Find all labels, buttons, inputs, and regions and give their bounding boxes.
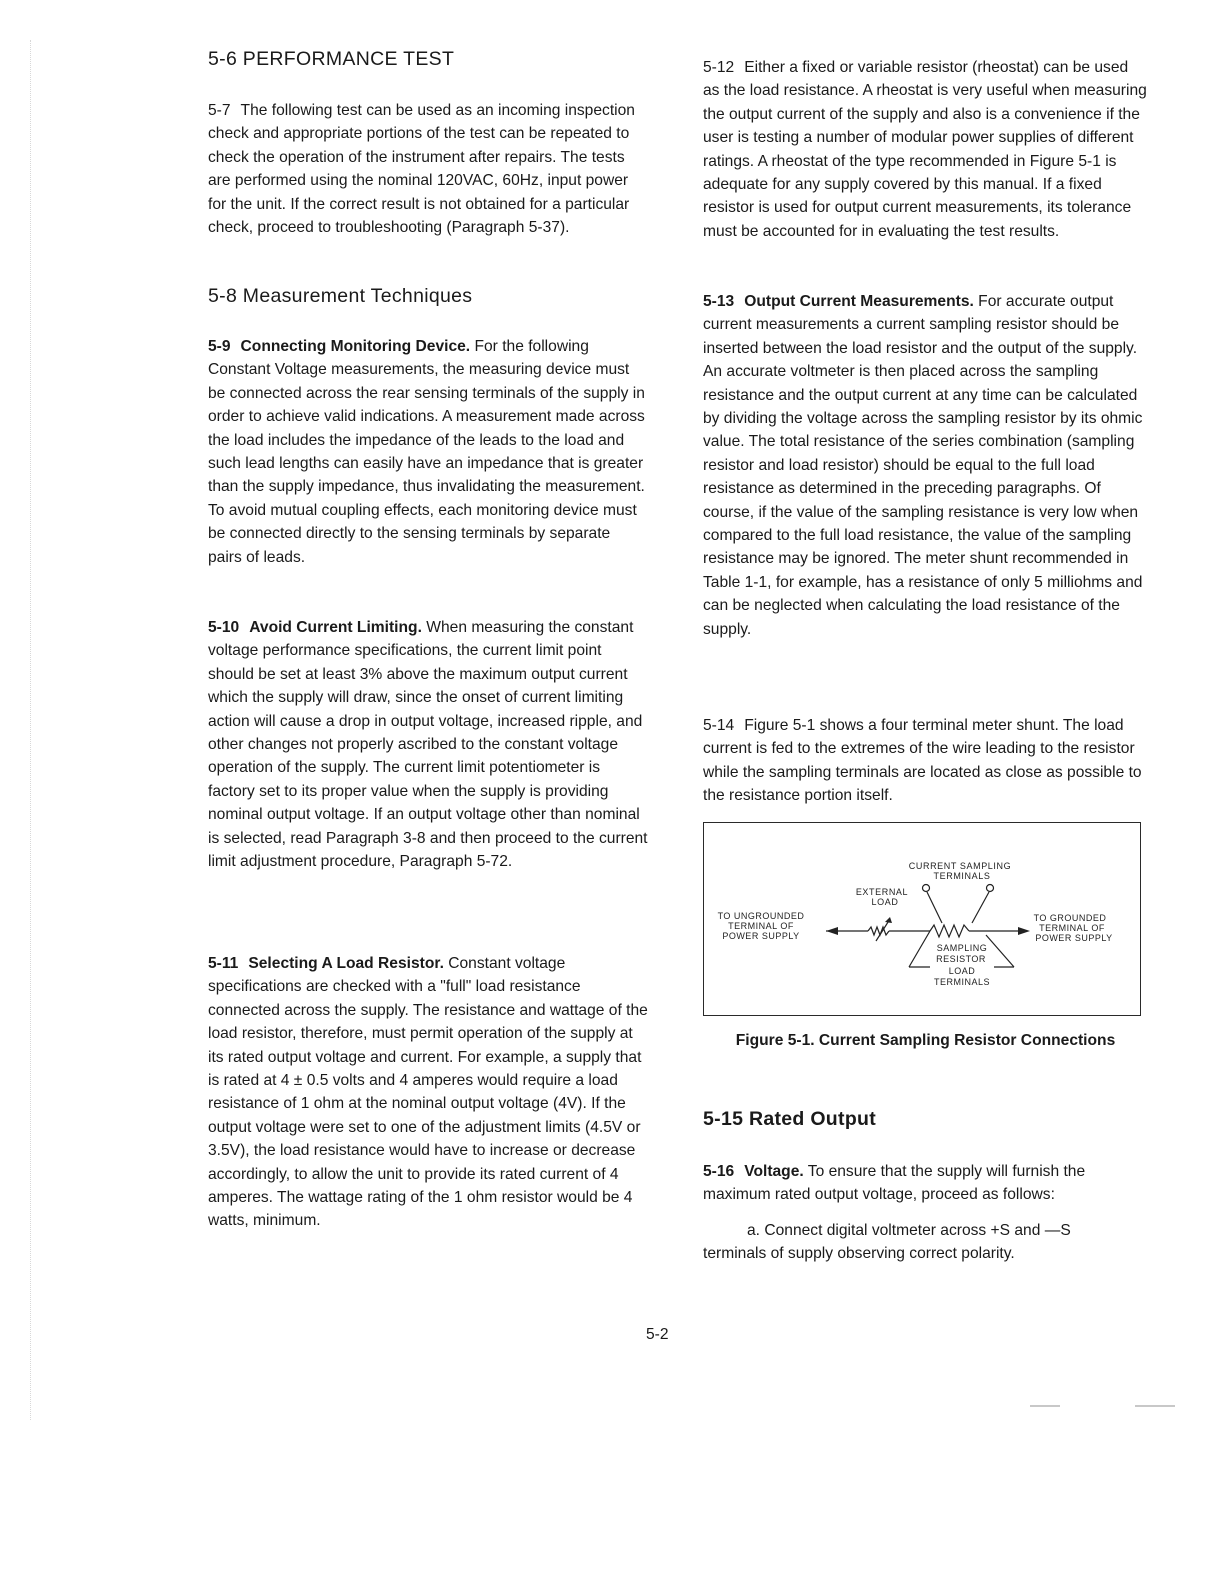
sampling-terminal-right	[987, 885, 994, 892]
load-lead-left	[909, 931, 930, 967]
section-heading: 5-6 PERFORMANCE TEST	[208, 48, 455, 70]
current-sampling-diagram	[704, 823, 1140, 1015]
label-to-ungrounded-1: TO UNGROUNDED	[717, 911, 805, 921]
section-5-15	[703, 1108, 1148, 1131]
label-load-lower: LOAD	[948, 966, 976, 976]
paragraph-text: For the following Constant Voltage measurements, the measuring device must be connected across the rear sensing terminals of the supply in order to achieve valid indications. A measurement made across the load includes the impedance of the leads to the load and such lead lengths can easily have an impedance that is greater than the supply impedance, thus invalidating the measurement. To avoid mutual coupling effects, each monitoring device must be connected directly to the sensing terminals by separate pairs of leads.	[208, 338, 645, 566]
paragraph-title: Selecting A Load Resistor.	[248, 955, 444, 972]
label-load: LOAD	[871, 897, 899, 907]
load-lead-right	[986, 935, 1014, 967]
section-heading: 5-8 Measurement Techniques	[208, 285, 473, 307]
paragraph-text: To ensure that the supply will furnish the maximum rated output voltage, proceed as follows:	[703, 1163, 1086, 1204]
paragraph-text: Figure 5-1 shows a four terminal meter shunt. The load current is fed to the extremes of the wire leading to the resistor while the sampling terminals are located as close as possible to the resistance portion itself.	[703, 717, 1142, 805]
step-a-continued: terminals of supply observing correct polarity.	[703, 1245, 1015, 1263]
scan-smudge	[1135, 1405, 1175, 1407]
label-to-ungrounded-2: TERMINAL OF	[728, 921, 794, 931]
paragraph-number: 5-7	[208, 102, 231, 119]
paragraph-number: 5-12	[703, 59, 735, 76]
label-sampling: SAMPLING	[936, 943, 988, 953]
label-current-sampling: CURRENT SAMPLING	[908, 861, 1012, 871]
figure-5-1	[703, 822, 1141, 1016]
figure-caption-block	[703, 1032, 1148, 1050]
paragraph-text: Either a fixed or variable resistor (rheostat) can be used as the load resistance. A rheostat is very useful when measuring the output current of the supply and also is a convenience if the user is testing a number of modular power supplies of different ratings. A rheostat of the type recommended in Figure 5-1 is adequate for any supply covered by this manual. If a fixed resistor is used for output current measurements, its tolerance must be accounted for in evaluating the test results.	[703, 59, 1147, 240]
paragraph-5-16	[703, 1160, 1148, 1207]
section-heading: 5-15 Rated Output	[703, 1108, 877, 1130]
label-terminals-top: TERMINALS	[933, 871, 991, 881]
paragraph-number: 5-9	[208, 338, 231, 355]
paragraph-5-9	[208, 335, 648, 569]
paragraph-number: 5-10	[208, 619, 240, 636]
figure-caption: Figure 5-1. Current Sampling Resistor Connections	[735, 1032, 1116, 1049]
label-to-ungrounded-3: POWER SUPPLY	[722, 931, 800, 941]
paragraph-5-14	[703, 714, 1148, 808]
label-resistor: RESISTOR	[936, 954, 986, 964]
paragraph-5-12	[703, 56, 1148, 243]
paragraph-text: Constant voltage specifications are checked with a "full" load resistance connected across the supply. The resistance and wattage of the load resistor, therefore, must permit operation of the supply at its rated output voltage and current. For example, a supply that is rated at 4 ± 0.5 volts and 4 amperes would require a load resistance of 1 ohm at the nominal output voltage (4V). If the output voltage were set to one of the adjustment limits (4.5V or 3.5V), the load resistance would have to increase or decrease accordingly, to allow the unit to provide its rated current of 4 amperes. The wattage rating of the 1 ohm resistor would be 4 watts, minimum.	[208, 955, 648, 1230]
label-to-grounded-1: TO GROUNDED	[1033, 913, 1107, 923]
sampling-lead-left	[927, 892, 942, 923]
page-number: 5-2	[646, 1326, 669, 1343]
scan-smudge	[1030, 1405, 1060, 1407]
sampling-terminal-left	[923, 885, 930, 892]
paragraph-title: Avoid Current Limiting.	[249, 619, 422, 636]
paragraph-5-11	[208, 952, 648, 1233]
section-5-6	[208, 48, 648, 71]
sampling-resistor	[930, 925, 969, 937]
label-to-grounded-3: POWER SUPPLY	[1035, 933, 1113, 943]
label-terminals-bottom: TERMINALS	[933, 977, 991, 987]
label-to-grounded-2: TERMINAL OF	[1039, 923, 1105, 933]
paragraph-text: When measuring the constant voltage performance specifications, the current limit point should be set at least 3% above the maximum output current which the supply will draw, since the onset of current limiting action will cause a drop in output voltage, increased ripple, and other changes not properly ascribed to the constant voltage operation of the supply. The current limit potentiometer is factory set to its proper value when the supply is providing nominal output voltage. If an output voltage other than nominal is selected, read Paragraph 3-8 and then proceed to the current limit adjustment procedure, Paragraph 5-72.	[208, 619, 648, 871]
scan-margin-line	[30, 40, 31, 1420]
paragraph-number: 5-16	[703, 1163, 735, 1180]
arrow-to-ungrounded-icon	[826, 927, 838, 935]
paragraph-text: For accurate output current measurements a current sampling resistor should be inserted between the load resistor and the output of the supply. An accurate voltmeter is then placed across the sampling resistance and the output current at any time can be calculated by dividing the voltage across the sampling resistor by its ohmic value. The total resistance of the series combination (sampling resistor and load resistor) should be equal to the full load resistance as determined in the preceding paragraphs. Of course, if the value of the sampling resistance is very low when compared to the full load resistance, the value of the sampling resistance may be ignored. The meter shunt recommended in Table 1-1, for example, has a resistance of only 5 milliohms and can be neglected when calculating the load resistance of the supply.	[703, 293, 1143, 638]
paragraph-5-7	[208, 99, 648, 239]
paragraph-number: 5-11	[208, 955, 239, 972]
arrow-to-grounded-icon	[1018, 927, 1030, 935]
paragraph-title: Voltage.	[744, 1163, 804, 1180]
paragraph-5-13	[703, 290, 1148, 641]
paragraph-title: Output Current Measurements.	[744, 293, 974, 310]
paragraph-text: The following test can be used as an incoming inspection check and appropriate portions of the test can be repeated to check the operation of the instrument after repairs. The tests are performed using the nominal 120VAC, 60Hz, input power for the unit. If the correct result is not obtained for a particular check, proceed to troubleshooting (Paragraph 5-37).	[208, 102, 635, 237]
sampling-lead-right	[972, 892, 989, 923]
paragraph-number: 5-13	[703, 293, 735, 310]
paragraph-title: Connecting Monitoring Device.	[240, 338, 471, 355]
external-load-resistor	[868, 927, 889, 935]
step-a-text: a. Connect digital voltmeter across +S and —S	[747, 1222, 1071, 1239]
paragraph-5-10	[208, 616, 648, 873]
step-a	[703, 1219, 1148, 1266]
paragraph-number: 5-14	[703, 717, 735, 734]
section-5-8	[208, 285, 648, 308]
rheostat-arrowhead-icon	[885, 917, 892, 923]
label-external: EXTERNAL	[855, 887, 909, 897]
